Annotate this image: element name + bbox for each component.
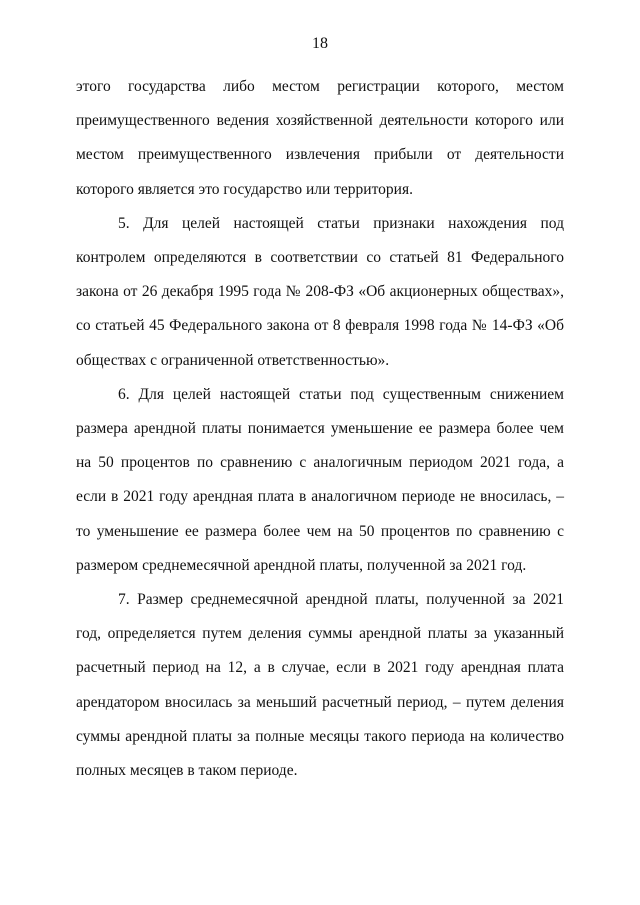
paragraph-item-6: 6. Для целей настоящей статьи под существенным снижением размера арендной платы понимается уменьшение ее размера более чем на 50 процентов по сравнению с аналогичным периодом 2021 года, а если в 2021 году арендная плата в аналогичном периоде не вносилась, – то уменьшение ее размера более чем на 50 процентов по сравнению с размером среднемесячной арендной платы, полученной за 2021 год. — [76, 385, 564, 574]
page-number: 18 — [312, 35, 328, 52]
paragraph-continuation: этого государства либо местом регистрации которого, местом преимущественного ведения хозяйственной деятельности которого или местом преимущественного извлечения прибыли от деятельности которого является это государство или территория. — [76, 78, 564, 198]
document-body — [76, 70, 564, 788]
paragraph-item-5: 5. Для целей настоящей статьи признаки нахождения под контролем определяются в соответствии со статьей 81 Федерального закона от 26 декабря 1995 года № 208-ФЗ «Об акционерных обществах», со статьей 45 Федерального закона от 8 февраля 1998 года № 14-ФЗ «Об обществах с ограниченной ответственностью». — [76, 214, 564, 369]
paragraph-item-7: 7. Размер среднемесячной арендной платы, полученной за 2021 год, определяется путем деления суммы арендной платы за указанный расчетный период на 12, а в случае, если в 2021 году арендная плата арендатором вносилась за меньший расчетный период, – путем деления суммы арендной платы за полные месяцы такого периода на количество полных месяцев в таком периоде. — [76, 591, 564, 780]
